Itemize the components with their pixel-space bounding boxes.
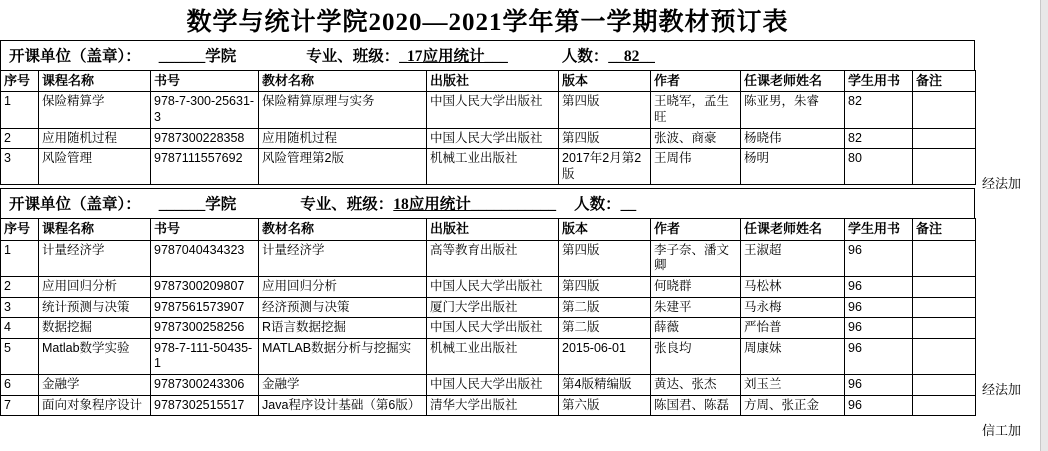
cell-student-count: 96 <box>845 240 913 276</box>
count-value-1: __82__ <box>608 48 655 65</box>
cell-isbn: 9787300243306 <box>151 375 259 396</box>
cell-publisher: 厦门大学出版社 <box>427 297 559 318</box>
major-label-1: 专业、班级： <box>306 48 400 65</box>
cell-isbn: 9787300228358 <box>151 128 259 149</box>
cell-book: 计量经济学 <box>259 240 427 276</box>
cell-remark <box>913 318 976 339</box>
cell-book: R语言数据挖掘 <box>259 318 427 339</box>
cell-teacher: 杨晓伟 <box>741 128 845 149</box>
cell-edition: 2015-06-01 <box>559 338 651 374</box>
count-label-1: 人数： <box>561 48 609 65</box>
cell-course: 数据挖掘 <box>39 318 151 339</box>
col-isbn: 书号 <box>151 219 259 240</box>
table-row <box>1 318 976 339</box>
cell-student-count: 96 <box>845 276 913 297</box>
table-row <box>1 240 976 276</box>
cell-index: 5 <box>1 338 39 374</box>
cell-publisher: 中国人民大学出版社 <box>427 318 559 339</box>
cell-teacher: 王淑超 <box>741 240 845 276</box>
col-edition: 版本 <box>559 219 651 240</box>
cell-index: 1 <box>1 92 39 128</box>
cell-student-count: 96 <box>845 318 913 339</box>
cell-teacher: 周康妹 <box>741 338 845 374</box>
cell-remark <box>913 276 976 297</box>
cell-author: 黄达、张杰 <box>651 375 741 396</box>
cell-edition: 第二版 <box>559 297 651 318</box>
col-student-count: 学生用书 <box>845 219 913 240</box>
cell-edition: 第二版 <box>559 318 651 339</box>
cell-teacher: 严怡普 <box>741 318 845 339</box>
cell-remark <box>913 395 976 416</box>
cell-book: 应用回归分析 <box>259 276 427 297</box>
cell-student-count: 96 <box>845 375 913 396</box>
cell-edition: 第四版 <box>559 240 651 276</box>
cell-book: MATLAB数据分析与挖掘实 <box>259 338 427 374</box>
cell-book: Java程序设计基础（第6版） <box>259 395 427 416</box>
cell-course: 应用回归分析 <box>39 276 151 297</box>
materials-table-2 <box>0 218 976 416</box>
col-course: 课程名称 <box>39 219 151 240</box>
cell-index: 2 <box>1 128 39 149</box>
col-author: 作者 <box>651 219 741 240</box>
cell-isbn: 978-7-111-50435-1 <box>151 338 259 374</box>
cell-book: 金融学 <box>259 375 427 396</box>
col-teacher: 任课老师姓名 <box>741 71 845 92</box>
col-index: 序号 <box>1 219 39 240</box>
cell-publisher: 中国人民大学出版社 <box>427 375 559 396</box>
unit-label-2: 开课单位（盖章）： <box>9 196 141 214</box>
cell-teacher: 马松林 <box>741 276 845 297</box>
cell-author: 王周伟 <box>651 149 741 185</box>
col-publisher: 出版社 <box>427 71 559 92</box>
cell-student-count: 96 <box>845 395 913 416</box>
table-row <box>1 297 976 318</box>
cell-isbn: 9787111557692 <box>151 149 259 185</box>
cell-isbn: 978-7-300-25631-3 <box>151 92 259 128</box>
cell-student-count: 82 <box>845 92 913 128</box>
cell-remark <box>913 92 976 128</box>
materials-table-1 <box>0 70 976 185</box>
cell-remark <box>913 128 976 149</box>
col-remark: 备注 <box>913 219 976 240</box>
cell-edition: 第四版 <box>559 128 651 149</box>
count-value-2: __ <box>620 196 637 214</box>
cell-edition: 第四版 <box>559 276 651 297</box>
cell-author: 王晓军，孟生旺 <box>651 92 741 128</box>
side-note-jingfa-2: 经法加 <box>982 382 1022 397</box>
cell-edition: 第4版精编版 <box>559 375 651 396</box>
side-note-xingong: 信工加 <box>982 423 1022 438</box>
cell-edition: 2017年2月第2版 <box>559 149 651 185</box>
col-publisher: 出版社 <box>427 219 559 240</box>
cell-course: 面向对象程序设计 <box>39 395 151 416</box>
cell-author: 张波、商豪 <box>651 128 741 149</box>
table-header-row <box>1 219 976 240</box>
cell-student-count: 96 <box>845 338 913 374</box>
cell-author: 朱建平 <box>651 297 741 318</box>
col-edition: 版本 <box>559 71 651 92</box>
cell-course: 风险管理 <box>39 149 151 185</box>
page-right-margin <box>1040 0 1048 451</box>
cell-isbn: 9787561573907 <box>151 297 259 318</box>
section-header-2 <box>0 188 975 218</box>
cell-index: 1 <box>1 240 39 276</box>
cell-student-count: 82 <box>845 128 913 149</box>
cell-book: 保险精算原理与实务 <box>259 92 427 128</box>
col-remark: 备注 <box>913 71 976 92</box>
cell-publisher: 机械工业出版社 <box>427 149 559 185</box>
unit-blank-2: ______学院 <box>158 196 237 214</box>
cell-course: 统计预测与决策 <box>39 297 151 318</box>
cell-course: 金融学 <box>39 375 151 396</box>
cell-publisher: 高等教育出版社 <box>427 240 559 276</box>
cell-remark <box>913 338 976 374</box>
count-label-2: 人数： <box>574 196 621 214</box>
cell-book: 应用随机过程 <box>259 128 427 149</box>
cell-isbn: 9787302515517 <box>151 395 259 416</box>
cell-course: 应用随机过程 <box>39 128 151 149</box>
col-teacher: 任课老师姓名 <box>741 219 845 240</box>
table-row <box>1 338 976 374</box>
cell-publisher: 中国人民大学出版社 <box>427 276 559 297</box>
section-header-1 <box>0 40 975 70</box>
table-row <box>1 375 976 396</box>
cell-author: 张良均 <box>651 338 741 374</box>
cell-index: 7 <box>1 395 39 416</box>
cell-index: 3 <box>1 297 39 318</box>
page-title: 数学与统计学院2020—2021学年第一学期教材预订表 <box>186 9 789 36</box>
table-row <box>1 395 976 416</box>
cell-edition: 第四版 <box>559 92 651 128</box>
cell-book: 风险管理第2版 <box>259 149 427 185</box>
major-value-1: _17应用统计___ <box>399 48 508 65</box>
table-row <box>1 149 976 185</box>
cell-remark <box>913 375 976 396</box>
cell-teacher: 刘玉兰 <box>741 375 845 396</box>
cell-course: Matlab数学实验 <box>39 338 151 374</box>
cell-isbn: 9787300209807 <box>151 276 259 297</box>
col-isbn: 书号 <box>151 71 259 92</box>
unit-label-1: 开课单位（盖章）： <box>9 48 141 65</box>
cell-edition: 第六版 <box>559 395 651 416</box>
table-row <box>1 128 976 149</box>
cell-student-count: 96 <box>845 297 913 318</box>
cell-index: 2 <box>1 276 39 297</box>
cell-student-count: 80 <box>845 149 913 185</box>
table-header-row <box>1 71 976 92</box>
col-author: 作者 <box>651 71 741 92</box>
cell-index: 4 <box>1 318 39 339</box>
cell-remark <box>913 240 976 276</box>
major-label-2: 专业、班级： <box>300 196 394 214</box>
cell-teacher: 马永梅 <box>741 297 845 318</box>
cell-isbn: 9787300258256 <box>151 318 259 339</box>
col-student-count: 学生用书 <box>845 71 913 92</box>
cell-teacher: 杨明 <box>741 149 845 185</box>
cell-author: 何晓群 <box>651 276 741 297</box>
cell-author: 李子奈、潘文卿 <box>651 240 741 276</box>
col-course: 课程名称 <box>39 71 151 92</box>
cell-index: 6 <box>1 375 39 396</box>
side-note-jingfa-1: 经法加 <box>982 176 1022 191</box>
cell-remark <box>913 297 976 318</box>
cell-author: 陈国君、陈磊 <box>651 395 741 416</box>
major-value-2: 18应用统计___________ <box>393 196 557 214</box>
col-book: 教材名称 <box>259 219 427 240</box>
cell-course: 保险精算学 <box>39 92 151 128</box>
table-row <box>1 92 976 128</box>
table-row <box>1 276 976 297</box>
cell-publisher: 清华大学出版社 <box>427 395 559 416</box>
unit-blank-1: ______学院 <box>158 48 237 65</box>
cell-book: 经济预测与决策 <box>259 297 427 318</box>
cell-index: 3 <box>1 149 39 185</box>
cell-course: 计量经济学 <box>39 240 151 276</box>
cell-author: 薛薇 <box>651 318 741 339</box>
col-book: 教材名称 <box>259 71 427 92</box>
cell-publisher: 中国人民大学出版社 <box>427 128 559 149</box>
cell-remark <box>913 149 976 185</box>
col-index: 序号 <box>1 71 39 92</box>
cell-teacher: 方周、张正金 <box>741 395 845 416</box>
cell-teacher: 陈亚男，朱睿 <box>741 92 845 128</box>
cell-publisher: 中国人民大学出版社 <box>427 92 559 128</box>
cell-publisher: 机械工业出版社 <box>427 338 559 374</box>
cell-isbn: 9787040434323 <box>151 240 259 276</box>
